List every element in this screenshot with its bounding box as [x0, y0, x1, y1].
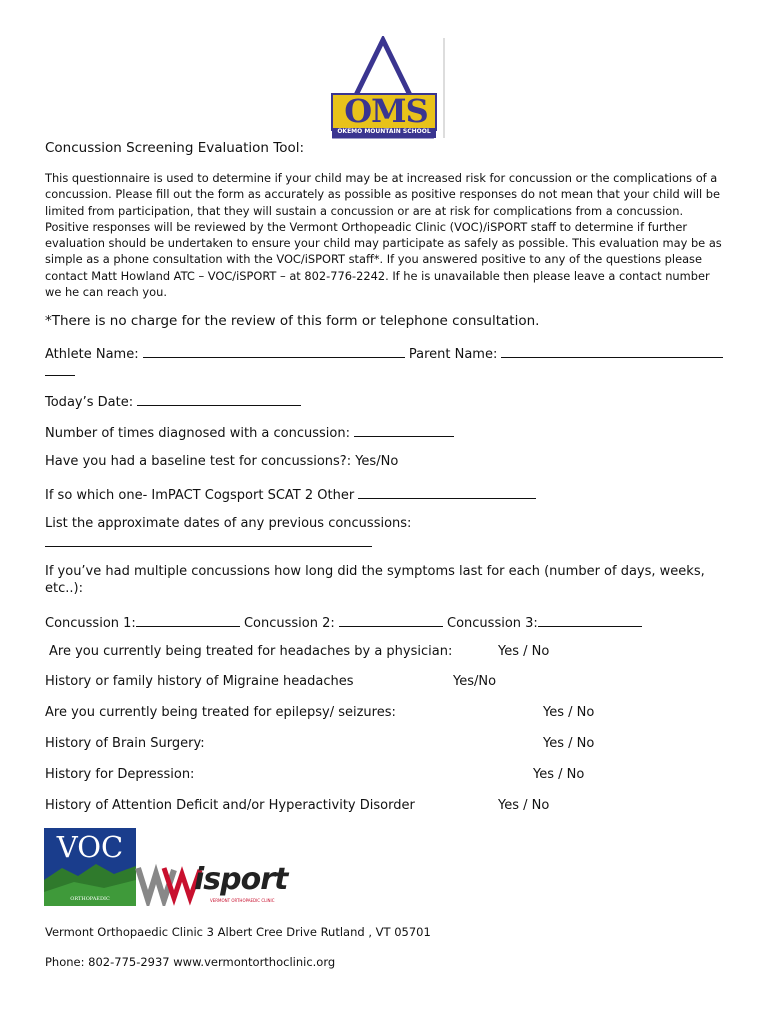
- intro-line: This questionnaire is used to determine if your child may be at increased risk for concussion or the complications of a: [45, 171, 718, 185]
- concussion1-label: Concussion 1:: [45, 616, 136, 631]
- footer-phone: Phone: 802-775-2937 www.vermontorthoclinic.org: [45, 955, 336, 969]
- other-test-field[interactable]: [358, 485, 536, 499]
- answer-migraine[interactable]: Yes/No: [453, 674, 497, 689]
- answer-epilepsy[interactable]: Yes / No: [543, 705, 595, 720]
- answer-brain-surgery[interactable]: Yes / No: [543, 736, 595, 751]
- previous-dates-label: List the approximate dates of any previous concussions:: [45, 516, 412, 531]
- symptoms-question-line2: etc..):: [45, 581, 83, 596]
- which-test-label: If so which one- ImPACT Cogsport SCAT 2 Other: [45, 488, 355, 503]
- which-test-row: [45, 485, 536, 503]
- no-charge-note: *There is no charge for the review of this form or telephone consultation.: [45, 313, 540, 329]
- question-headaches: Are you currently being treated for headaches by a physician:: [49, 644, 453, 659]
- oms-logo: [328, 36, 448, 140]
- form-title: Concussion Screening Evaluation Tool:: [45, 140, 305, 156]
- athlete-name-label: Athlete Name:: [45, 347, 139, 362]
- voc-logo-text: VOC: [56, 830, 124, 864]
- oms-logo-subtext: OKEMO MOUNTAIN SCHOOL: [337, 128, 431, 135]
- symptoms-question-line1: If you’ve had multiple concussions how long did the symptoms last for each (number of days, weeks,: [45, 564, 705, 579]
- athlete-name-row: [45, 344, 723, 362]
- todays-date-field[interactable]: [137, 392, 301, 406]
- intro-paragraph: [45, 170, 725, 300]
- concussion3-label: Concussion 3:: [447, 616, 538, 631]
- voc-logo-subtext: ORTHOPAEDIC: [70, 896, 110, 902]
- parent-name-field-continuation[interactable]: [45, 375, 75, 376]
- isport-logo-text: isport: [194, 862, 288, 897]
- parent-name-field[interactable]: [501, 344, 723, 358]
- question-adhd: History of Attention Deficit and/or Hyperactivity Disorder: [45, 798, 415, 813]
- concussion2-field[interactable]: [339, 613, 443, 627]
- times-diagnosed-row: [45, 423, 454, 441]
- concussion2-label: Concussion 2:: [243, 616, 335, 631]
- todays-date-row: [45, 392, 301, 410]
- question-brain-surgery: History of Brain Surgery:: [45, 736, 205, 751]
- intro-line: we he can reach you.: [45, 285, 167, 300]
- concussion3-field[interactable]: [538, 613, 642, 627]
- oms-logo-text: OMS: [344, 92, 428, 130]
- times-diagnosed-label: Number of times diagnosed with a concussion:: [45, 426, 350, 441]
- isport-logo-subtext: VERMONT ORTHOPAEDIC CLINIC: [210, 898, 275, 903]
- intro-line: Positive responses will be reviewed by the Vermont Orthopeadic Clinic (VOC)/iSPORT staff to determine if further: [45, 219, 688, 234]
- intro-line: limited from participation, that they will sustain a concussion or are at risk for complications from a concussion.: [45, 203, 684, 218]
- intro-line: contact Matt Howland ATC – VOC/iSPORT – at 802-776-2242. If he is unavailable then please leave a contact number: [45, 268, 710, 283]
- question-migraine: History or family history of Migraine headaches: [45, 674, 354, 689]
- parent-name-label: Parent Name:: [408, 347, 498, 362]
- intro-line: evaluation should be undertaken to ensure your child may participate as safely as possible. This evaluation may be as: [45, 236, 722, 251]
- answer-depression[interactable]: Yes / No: [533, 767, 585, 782]
- answer-headaches[interactable]: Yes / No: [498, 644, 550, 659]
- concussion1-field[interactable]: [136, 613, 240, 627]
- baseline-question: Have you had a baseline test for concussions?: Yes/No: [45, 454, 399, 469]
- question-depression: History for Depression:: [45, 767, 195, 782]
- answer-adhd[interactable]: Yes / No: [498, 798, 550, 813]
- intro-line: simple as a phone consultation with the VOC/iSPORT staff*. If you answered positive to any of the questions please: [45, 252, 702, 267]
- isport-logo: [134, 858, 294, 908]
- times-diagnosed-field[interactable]: [354, 423, 454, 437]
- footer-address: Vermont Orthopaedic Clinic 3 Albert Cree Drive Rutland , VT 05701: [45, 925, 431, 939]
- athlete-name-field[interactable]: [143, 344, 405, 358]
- concussion-durations-row: [45, 613, 642, 631]
- intro-line: concussion. Please fill out the form as accurately as possible as positive responses do not mean that your child will be: [45, 187, 721, 202]
- question-epilepsy: Are you currently being treated for epilepsy/ seizures:: [45, 705, 396, 720]
- previous-dates-field[interactable]: [45, 546, 372, 547]
- todays-date-label: Today’s Date:: [45, 395, 134, 410]
- voc-logo: [44, 828, 136, 906]
